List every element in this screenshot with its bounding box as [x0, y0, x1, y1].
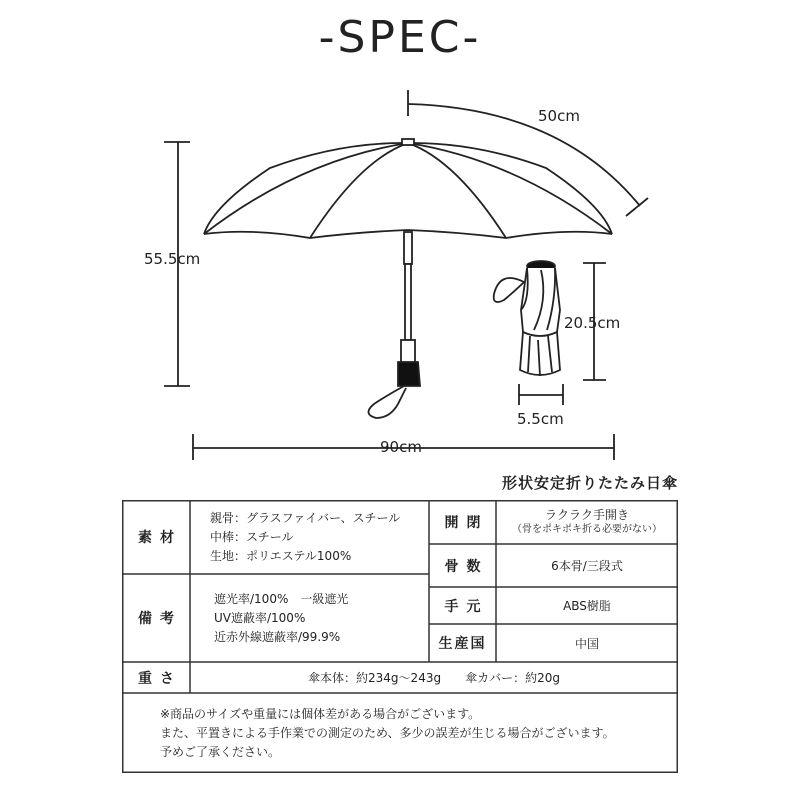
- remarks-line: UV遮蔽率/100%: [214, 610, 306, 625]
- opening-main: ラクラク手開き: [544, 508, 629, 522]
- ribs-value: 6本骨/三段式: [551, 559, 623, 573]
- remarks-label: 備考: [138, 611, 182, 627]
- material-line: 親骨：グラスファイバー、スチール: [210, 510, 401, 525]
- canopy-arc-dimension-line: [408, 90, 648, 216]
- folded-width-label: 5.5cm: [517, 410, 564, 428]
- note-line: 予めご了承ください。: [160, 744, 281, 759]
- note-line: また、平置きによる手作業での測定のため、多少の誤差が生じる場合がございます。: [160, 725, 615, 740]
- product-name: 形状安定折りたたみ日傘: [501, 474, 678, 492]
- weight-label: 重さ: [138, 670, 182, 687]
- opening-label: 開閉: [444, 515, 489, 531]
- ribs-label: 骨数: [444, 558, 489, 575]
- folded-length-label: 20.5cm: [564, 314, 621, 332]
- origin-value: 中国: [574, 636, 599, 651]
- material-value: [210, 500, 429, 574]
- canopy-arc-label: 50cm: [538, 107, 580, 125]
- opening-value: [496, 500, 678, 544]
- weight-value: 傘本体：約234g～243g 傘カバー：約20g: [308, 671, 560, 685]
- opening-sub: （骨をポキポキ折る必要がない）: [512, 524, 662, 535]
- remarks-value: [214, 574, 429, 662]
- handle-label: 手元: [444, 598, 489, 615]
- span-label: 90cm: [380, 438, 422, 456]
- material-line: 中棒：スチール: [210, 529, 294, 544]
- page-title: -SPEC-: [318, 12, 482, 63]
- origin-label: 生産国: [438, 636, 487, 652]
- open-length-label: 55.5cm: [144, 250, 201, 268]
- remarks-line: 遮光率/100% 一級遮光: [214, 591, 349, 606]
- notes: [160, 693, 660, 773]
- remarks-line: 近赤外線遮蔽率/99.9%: [214, 629, 341, 644]
- handle-value: ABS樹脂: [563, 599, 611, 613]
- material-label: 素材: [138, 530, 182, 546]
- folded-umbrella-illustration: [494, 261, 560, 376]
- folded-width-dimension-line: [519, 384, 563, 405]
- material-line: 生地：ポリエステル100%: [210, 548, 352, 563]
- note-line: ※商品のサイズや重量には個体差がある場合がございます。: [160, 706, 481, 721]
